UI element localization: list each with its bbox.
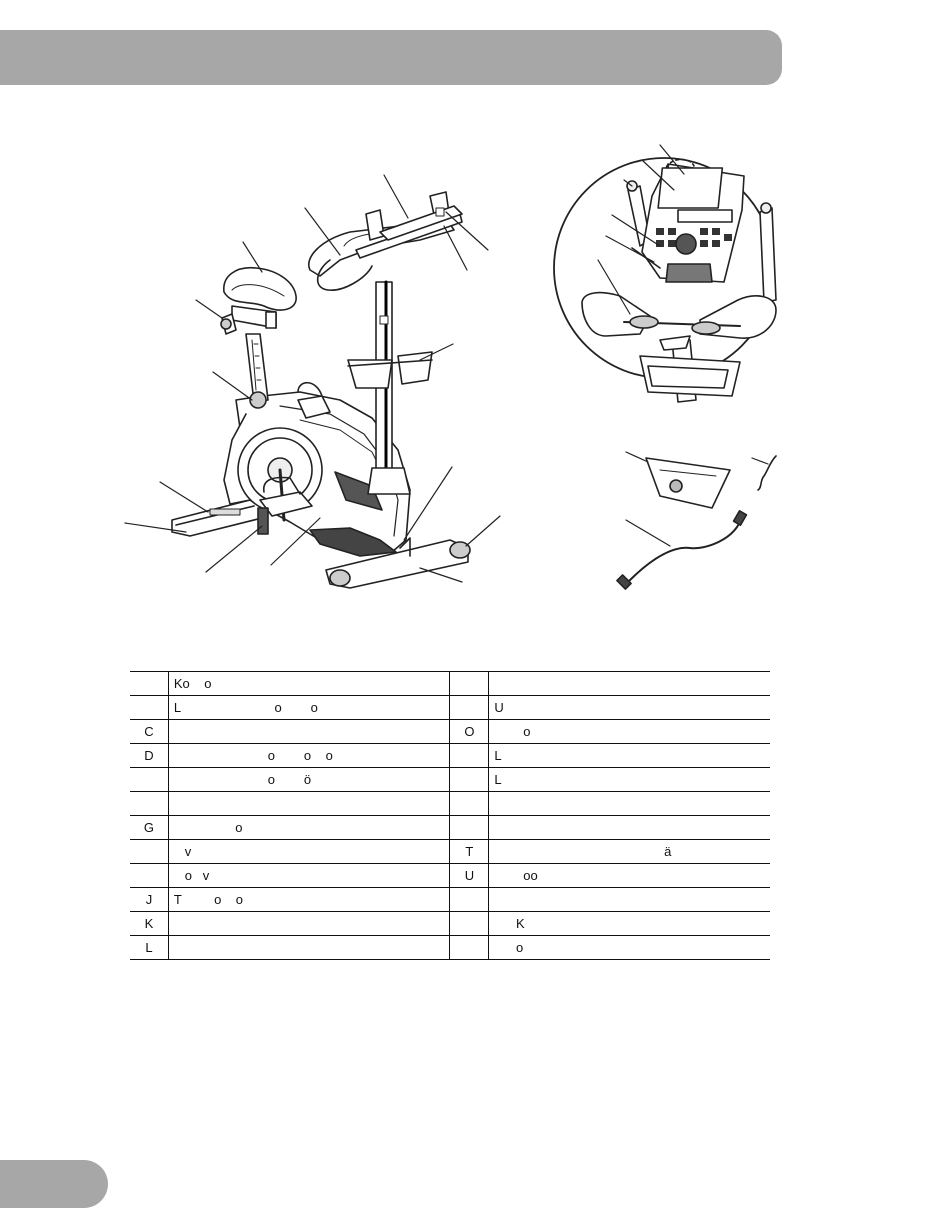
right-code-cell: [450, 696, 489, 720]
right-code-cell: [450, 672, 489, 696]
bike-drawing: [172, 192, 470, 588]
right-text-cell: [489, 792, 770, 816]
right-text-cell: ä: [489, 840, 770, 864]
table-row: [130, 792, 770, 816]
right-code-cell: U: [450, 864, 489, 888]
loose-parts: [617, 452, 776, 589]
table-row: [130, 888, 770, 912]
left-text-cell: o v: [168, 864, 450, 888]
page-number-tab: [0, 1160, 108, 1208]
left-text-cell: o: [168, 816, 450, 840]
left-code-cell: J: [130, 888, 168, 912]
left-text-cell: T o o: [168, 888, 450, 912]
left-text-cell: [168, 936, 450, 960]
left-code-cell: C: [130, 720, 168, 744]
right-code-cell: [450, 744, 489, 768]
right-code-cell: [450, 912, 489, 936]
table-row: [130, 912, 770, 936]
right-text-cell: [489, 672, 770, 696]
right-code-cell: O: [450, 720, 489, 744]
table-row: [130, 840, 770, 864]
right-text-cell: [489, 816, 770, 840]
left-code-cell: G: [130, 816, 168, 840]
left-text-cell: L o o: [168, 696, 450, 720]
left-text-cell: [168, 720, 450, 744]
right-code-cell: [450, 936, 489, 960]
left-code-cell: [130, 840, 168, 864]
left-text-cell: [168, 792, 450, 816]
left-code-cell: D: [130, 744, 168, 768]
right-text-cell: K: [489, 912, 770, 936]
left-text-cell: o ö: [168, 768, 450, 792]
table-row: [130, 744, 770, 768]
table-row: [130, 720, 770, 744]
right-text-cell: o: [489, 720, 770, 744]
right-code-cell: T: [450, 840, 489, 864]
right-text-cell: U: [489, 696, 770, 720]
right-code-cell: [450, 792, 489, 816]
table-row: [130, 696, 770, 720]
left-code-cell: [130, 672, 168, 696]
console-detail-circle: [554, 158, 776, 402]
left-text-cell: v: [168, 840, 450, 864]
right-text-cell: L: [489, 768, 770, 792]
right-text-cell: oo: [489, 864, 770, 888]
right-code-cell: [450, 888, 489, 912]
right-text-cell: o: [489, 936, 770, 960]
right-code-cell: [450, 768, 489, 792]
left-text-cell: Ko o: [168, 672, 450, 696]
table-row: [130, 936, 770, 960]
right-text-cell: [489, 888, 770, 912]
table-row: [130, 816, 770, 840]
left-text-cell: [168, 912, 450, 936]
parts-table: [130, 671, 770, 960]
left-code-cell: [130, 864, 168, 888]
table-row: [130, 864, 770, 888]
left-code-cell: K: [130, 912, 168, 936]
right-code-cell: [450, 816, 489, 840]
left-text-cell: o o o: [168, 744, 450, 768]
left-code-cell: [130, 696, 168, 720]
right-text-cell: L: [489, 744, 770, 768]
table-row: [130, 672, 770, 696]
left-code-cell: [130, 792, 168, 816]
table-row: [130, 768, 770, 792]
left-code-cell: [130, 768, 168, 792]
left-code-cell: L: [130, 936, 168, 960]
